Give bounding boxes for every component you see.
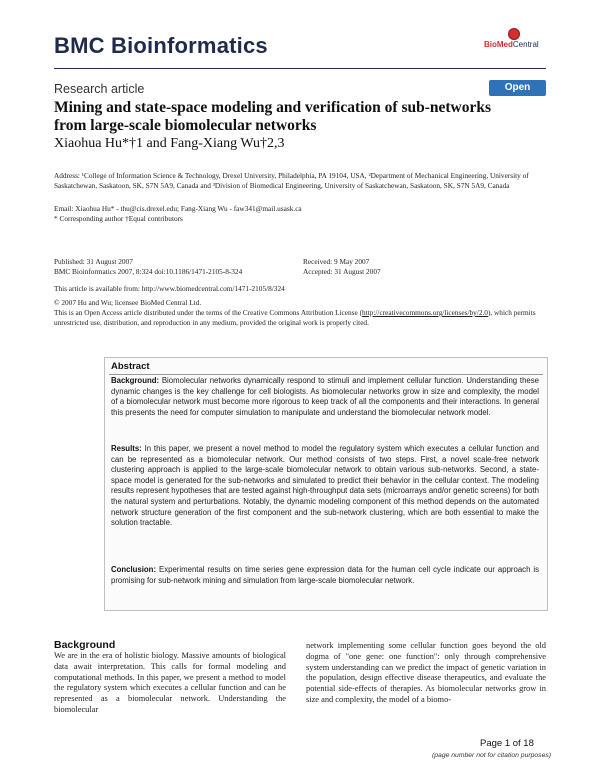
abstract-background <box>111 376 539 418</box>
page-number: Page 1 of 18 <box>480 738 534 749</box>
abstract-divider <box>109 374 543 375</box>
header-divider <box>54 68 546 69</box>
article-url[interactable]: This article is available from: http://www.biomedcentral.com/1471-2105/8/324 <box>54 284 285 293</box>
published-date: Published: 31 August 2007 <box>54 257 133 266</box>
abstract-conclusion <box>111 565 539 586</box>
body-column-right: network implementing some cellular function goes beyond the old dogma of "one gene: one function": only through comprehensive system understanding can we predict the impact of genetic variation in the population, design effective disease therapeutics, and evaluate the potential side-effects of therapies. As biomolecular networks grow in size and complexity, the model of a biomo- <box>306 641 546 704</box>
publication-info <box>54 257 294 276</box>
journal-title: BMC Bioinformatics <box>54 33 268 58</box>
logo-circle-icon <box>508 28 520 40</box>
open-access-badge: Open Access <box>489 80 546 96</box>
logo-bio-text: BioMed <box>484 40 513 49</box>
author-emails: Email: Xiaohua Hu* - thu@cis.drexel.edu; Fang-Xiang Wu - faw341@mail.usask.ca <box>54 204 302 213</box>
received-date: Received: 9 May 2007 <box>303 257 370 266</box>
citation: BMC Bioinformatics 2007, 8:324 doi:10.1186/1471-2105-8-324 <box>54 266 243 276</box>
abstract-box <box>104 357 548 611</box>
corresponding-note: * Corresponding author †Equal contributors <box>54 214 183 223</box>
license-text-b: ), which permits unrestricted use, distribution, and reproduction in any medium, provided the original work is properly cited. <box>54 308 536 327</box>
section-heading: Background <box>54 639 116 651</box>
conclusion-label: Conclusion: <box>111 565 157 574</box>
results-label: Results: <box>111 444 142 453</box>
article-type: Research article <box>54 82 145 96</box>
page-note: (page number not for citation purposes) <box>432 752 552 759</box>
results-text: In this paper, we present a novel method to model the regulatory system which executes a cellular function and can be represented as a biomolecular network. Our method consists of two steps. First, a novel scale-free network clustering approach is applied to the large-scale biomolecular network to obtain various sub-networks. Second, a state-space model is generated for the sub-networks and simulated to predict their behavior in the cellular context. The modeling results represent hypotheses that are tested against high-throughput data sets (microarrays and/or genetic screens) for both the natural system and perturbations. Notably, the dynamic modeling component of this method depends on the automated network structure generation of the first component and the sub-network clustering, which are both essential to make the solution tractable. <box>111 444 539 528</box>
abstract-heading: Abstract <box>111 361 150 372</box>
article-title: Mining and state-space modeling and verification of sub-networks from large-scale biomolecular networks <box>54 99 492 134</box>
logo-central-text: Central <box>512 40 539 49</box>
authors: Xiaohua Hu*†1 and Fang-Xiang Wu†2,3 <box>54 136 285 151</box>
license-link[interactable]: http://creativecommons.org/licenses/by/2.0 <box>362 308 488 317</box>
license-text <box>54 308 549 327</box>
license-text-a: This is an Open Access article distributed under the terms of the Creative Commons Attribution License ( <box>54 308 363 317</box>
background-label: Background: <box>111 376 160 385</box>
body-column-left: We are in the era of holistic biology. Massive amounts of biological data await interpretation. This calls for formal modeling and computational methods. In this paper, we present a method to model the regulatory system which executes a cellular function and can be represented as a biomolecular network. Understanding the biomolecular <box>54 651 286 714</box>
background-text: Biomolecular networks dynamically respond to stimuli and implement cellular function. Understanding these dynamic changes is the key challenge for cell biologists. As biomolecular networks grow in size and complexity, the model of a biomolecular network must become more rigorous to keep track of all the components and their interactions. In general this presents the need for computer simulation to manipulate and understand the biomolecular network model. <box>111 376 539 417</box>
copyright: © 2007 Hu and Wu; licensee BioMed Central Ltd. <box>54 298 202 307</box>
author-address: Address: ¹College of Information Science & Technology, Drexel University, Philadelphia, PA 19104, USA, ²Department of Mechanical Engineering, University of Saskatchewan, Saskatoon, SK, S7N 5A9, Canada and ³Division of Biomedical Engineering, University of Saskatchewan, Saskatoon, SK, S7N 5A9, Canada <box>54 171 529 190</box>
accepted-date: Accepted: 31 August 2007 <box>303 266 381 276</box>
review-dates <box>303 257 503 276</box>
biomed-central-logo <box>484 28 546 52</box>
conclusion-text: Experimental results on time series gene expression data for the human cell cycle indicate our approach is promising for sub-network mining and simulation from large-scale biomolecular network. <box>111 565 540 585</box>
abstract-results <box>111 444 539 529</box>
